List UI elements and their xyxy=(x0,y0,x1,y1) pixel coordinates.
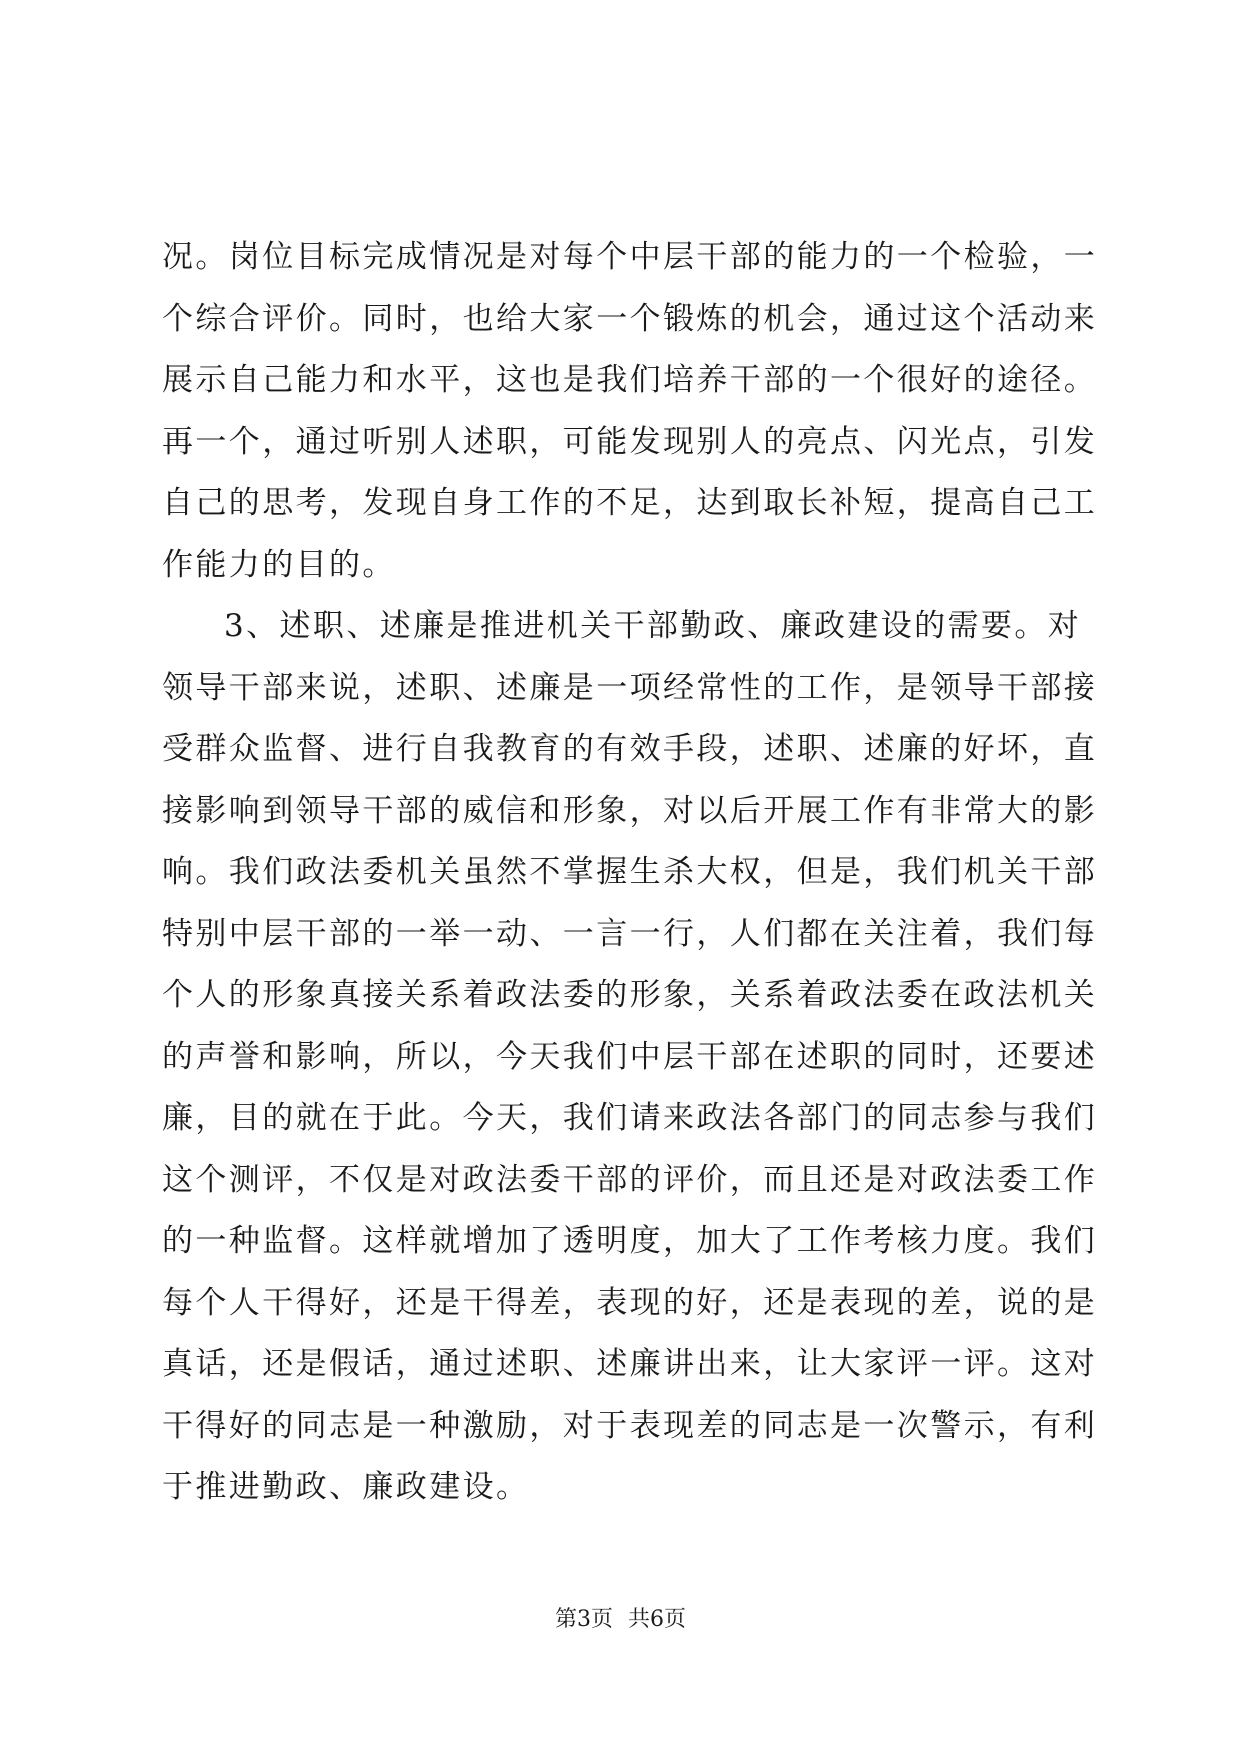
paragraph xyxy=(162,227,1098,596)
text-line: 响。我们政法委机关虽然不掌握生杀大权，但是，我们机关干部 xyxy=(162,854,1098,890)
text-line: 个综合评价。同时，也给大家一个锻炼的机会，通过这个活动来 xyxy=(162,300,1098,337)
text-line: 这个测评，不仅是对政法委干部的评价，而且还是对政法委工作 xyxy=(162,1161,1098,1198)
text-line: 受群众监督、进行自我教育的有效手段，述职、述廉的好坏，直 xyxy=(162,731,1098,767)
text-line: 每个人干得好，还是干得差，表现的好，还是表现的差，说的是 xyxy=(162,1284,1098,1321)
text-line: 展示自己能力和水平，这也是我们培养干部的一个很好的途径。 xyxy=(162,362,1098,398)
text-line: 3、述职、述廉是推进机关干部勤政、廉政建设的需要。对 xyxy=(224,608,1082,644)
text-line: 自己的思考，发现自身工作的不足，达到取长补短，提高自己工 xyxy=(162,485,1098,521)
text-line: 作能力的目的。 xyxy=(162,546,396,583)
text-line: 个人的形象真接关系着政法委的形象，关系着政法委在政法机关 xyxy=(162,977,1098,1013)
page-footer xyxy=(0,1605,1241,1635)
current-page-label: 第3页 xyxy=(555,1607,613,1632)
paragraph xyxy=(162,596,1098,1518)
document-body xyxy=(162,227,1098,1519)
text-line: 的声誉和影响，所以，今天我们中层干部在述职的同时，还要述 xyxy=(162,1038,1098,1075)
text-line: 的一种监督。这样就增加了透明度，加大了工作考核力度。我们 xyxy=(162,1223,1098,1259)
text-line: 真话，还是假话，通过述职、述廉讲出来，让大家评一评。这对 xyxy=(162,1346,1098,1382)
text-line: 领导干部来说，述职、述廉是一项经常性的工作，是领导干部接 xyxy=(162,669,1098,706)
text-line: 廉，目的就在于此。今天，我们请来政法各部门的同志参与我们 xyxy=(162,1100,1098,1136)
text-line: 况。岗位目标完成情况是对每个中层干部的能力的一个检验，一 xyxy=(162,239,1098,275)
text-line: 干得好的同志是一种激励，对于表现差的同志是一次警示，有利 xyxy=(162,1407,1098,1444)
text-line: 再一个，通过听别人述职，可能发现别人的亮点、闪光点，引发 xyxy=(162,423,1098,460)
text-line: 接影响到领导干部的威信和形象，对以后开展工作有非常大的影 xyxy=(162,792,1098,829)
total-pages-label: 共6页 xyxy=(628,1607,686,1632)
text-line: 于推进勤政、廉政建设。 xyxy=(162,1469,530,1505)
text-line: 特别中层干部的一举一动、一言一行，人们都在关注着，我们每 xyxy=(162,915,1098,952)
